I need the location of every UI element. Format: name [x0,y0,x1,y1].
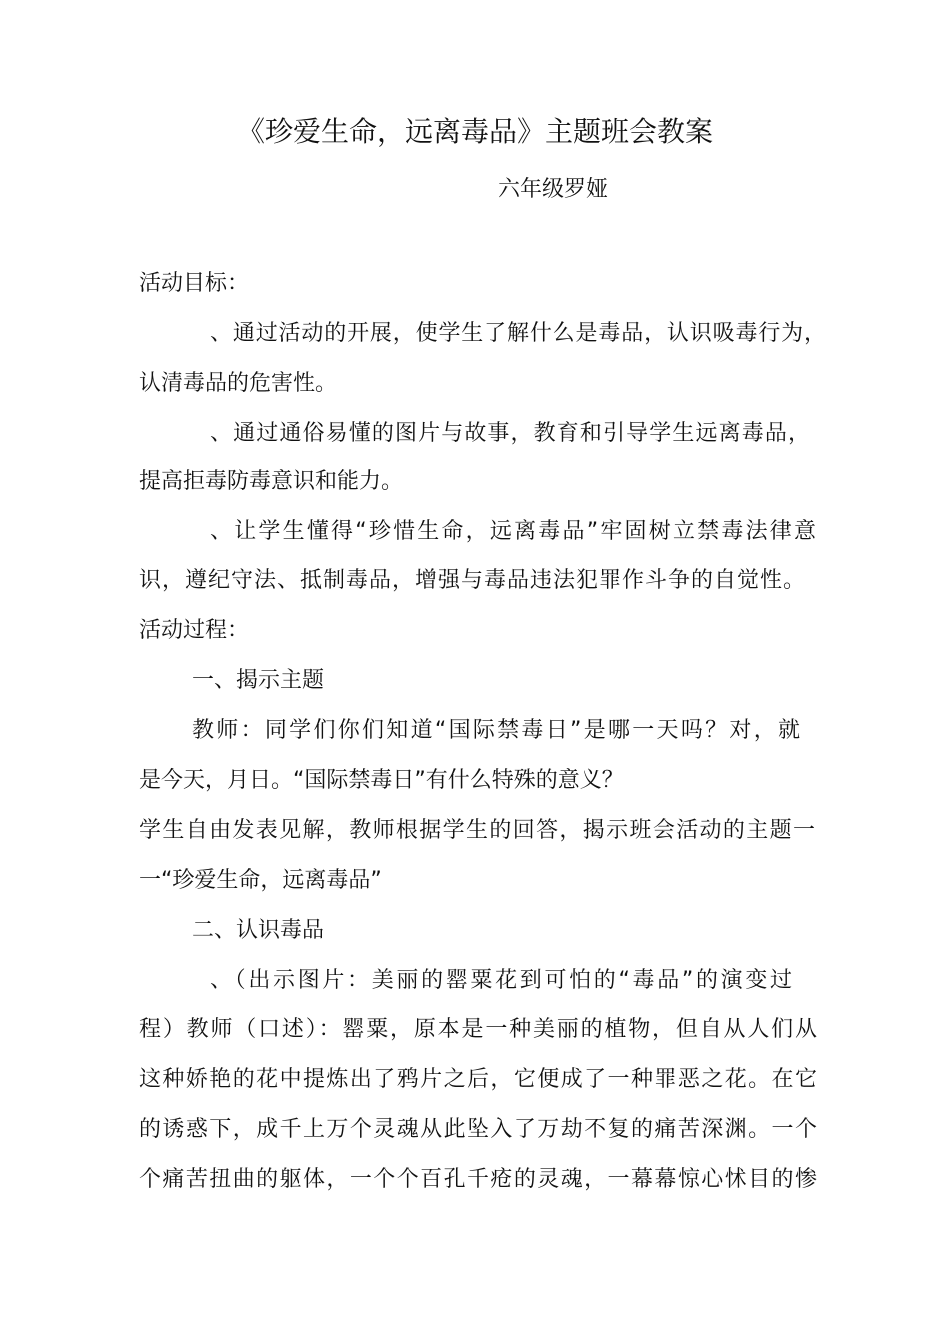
objective-1-line-1: 、通过活动的开展，使学生了解什么是毒品，认识吸毒行为， [210,321,826,346]
objective-2-line-2: 提高拒毒防毒意识和能力。 [139,469,404,494]
teacher-line-2: 是今天，月日。“国际禁毒日”有什么特殊的意义？ [139,768,624,793]
students-line-1: 学生自由发表见解，教师根据学生的回答，揭示班会活动的主题一 [139,818,815,843]
poppy-line-1: 、（出示图片：美丽的罂粟花到可怕的“毒品”的演变过 [210,968,792,993]
document-title: 《珍爱生命，远离毒品》主题班会教案 [236,115,713,148]
poppy-line-5: 个痛苦扭曲的躯体，一个个百孔千疮的灵魂，一幕幕惊心怵目的惨 [139,1167,817,1192]
objective-3-line-1: 、让学生懂得“珍惜生命，远离毒品”牢固树立禁毒法律意 [210,519,816,544]
teacher-line-1: 教师：同学们你们知道“国际禁毒日”是哪一天吗？对，就 [192,718,800,743]
poppy-line-3: 这种娇艳的花中提炼出了鸦片之后，它便成了一种罪恶之花。在它 [139,1067,817,1092]
process-heading: 活动过程： [139,618,250,643]
students-line-2: 一“珍爱生命，远离毒品” [139,868,382,893]
document-author: 六年级罗娅 [498,177,609,202]
objective-2-line-1: 、通过通俗易懂的图片与故事，教育和引导学生远离毒品， [210,421,810,446]
section-2-heading: 二、认识毒品 [192,918,325,943]
poppy-line-4: 的诱惑下，成千上万个灵魂从此坠入了万劫不复的痛苦深渊。一个 [139,1117,817,1142]
section-1-heading: 一、揭示主题 [192,668,325,693]
poppy-line-2: 程）教师（口述）：罂粟，原本是一种美丽的植物，但自从人们从 [139,1017,817,1042]
objective-1-line-2: 认清毒品的危害性。 [139,371,338,396]
objectives-heading: 活动目标： [139,271,250,296]
objective-3-line-2: 识，遵纪守法、抵制毒品，增强与毒品违法犯罪作斗争的自觉性。 [139,568,805,593]
